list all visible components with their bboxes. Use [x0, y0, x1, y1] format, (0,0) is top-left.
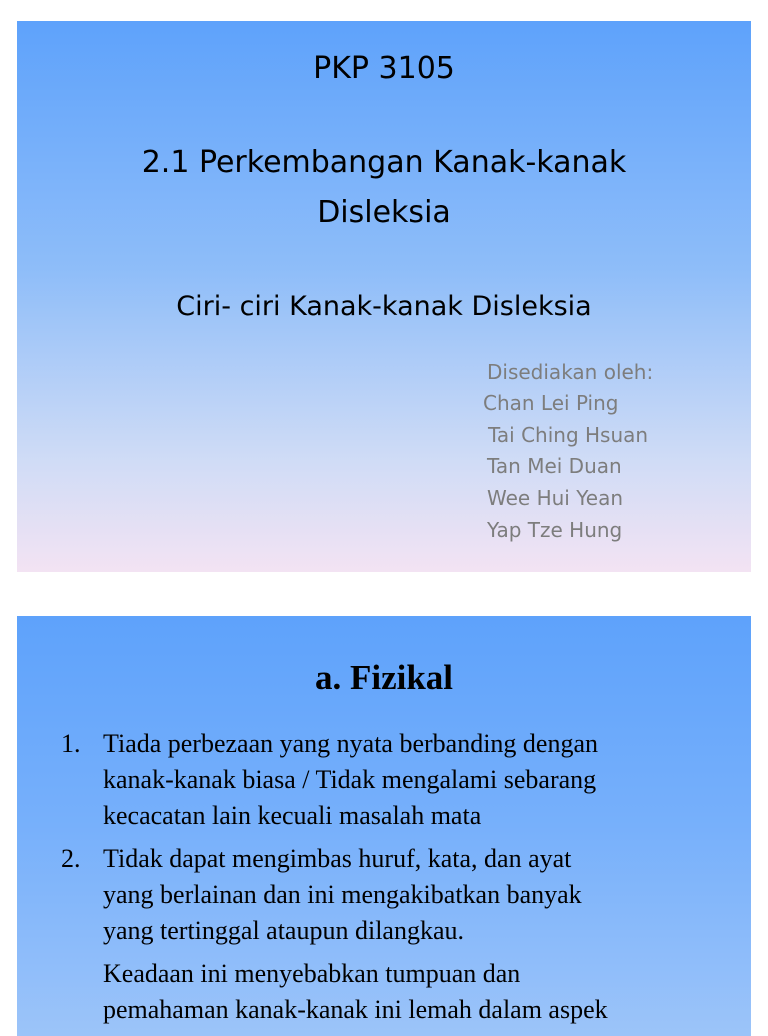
- slide-subtitle: Ciri- ciri Kanak-kanak Disleksia: [176, 291, 592, 322]
- list-text: [103, 956, 608, 1028]
- list-text-line: pemahaman kanak-kanak ini lemah dalam aspek: [103, 995, 608, 1024]
- author-name: Chan Lei Ping: [483, 391, 619, 415]
- list-number: 1.: [61, 729, 81, 758]
- list-text-line: Keadaan ini menyebabkan tumpuan dan: [103, 959, 521, 988]
- list-text-line: kecacatan lain kecuali masalah mata: [103, 801, 482, 830]
- course-code: PKP 3105: [313, 51, 455, 86]
- author-name: Yap Tze Hung: [487, 518, 623, 542]
- list-number: 2.: [61, 844, 81, 873]
- author-name: Wee Hui Yean: [487, 486, 623, 510]
- list-text-line: yang tertinggal ataupun dilangkau.: [103, 916, 465, 945]
- prepared-by-label: Disediakan oleh:: [487, 360, 654, 384]
- section-heading: a. Fizikal: [314, 658, 454, 697]
- topic-title-line-2: Disleksia: [317, 195, 451, 230]
- list-text: [103, 726, 598, 834]
- topic-title-line-1: 2.1 Perkembangan Kanak-kanak: [141, 145, 627, 180]
- title-slide: [17, 21, 751, 572]
- list-text-line: Tiada perbezaan yang nyata berbanding dengan: [103, 729, 599, 758]
- author-name: Tan Mei Duan: [487, 454, 622, 478]
- content-slide-fizikal: [17, 616, 751, 1036]
- list-text-line: Tidak dapat mengimbas huruf, kata, dan ayat: [103, 844, 572, 873]
- author-name: Tai Ching Hsuan: [488, 423, 649, 447]
- list-text-line: kanak-kanak biasa / Tidak mengalami sebarang: [103, 765, 597, 794]
- list-text: [103, 841, 582, 949]
- list-text-line: yang berlainan dan ini mengakibatkan banyak: [103, 880, 582, 909]
